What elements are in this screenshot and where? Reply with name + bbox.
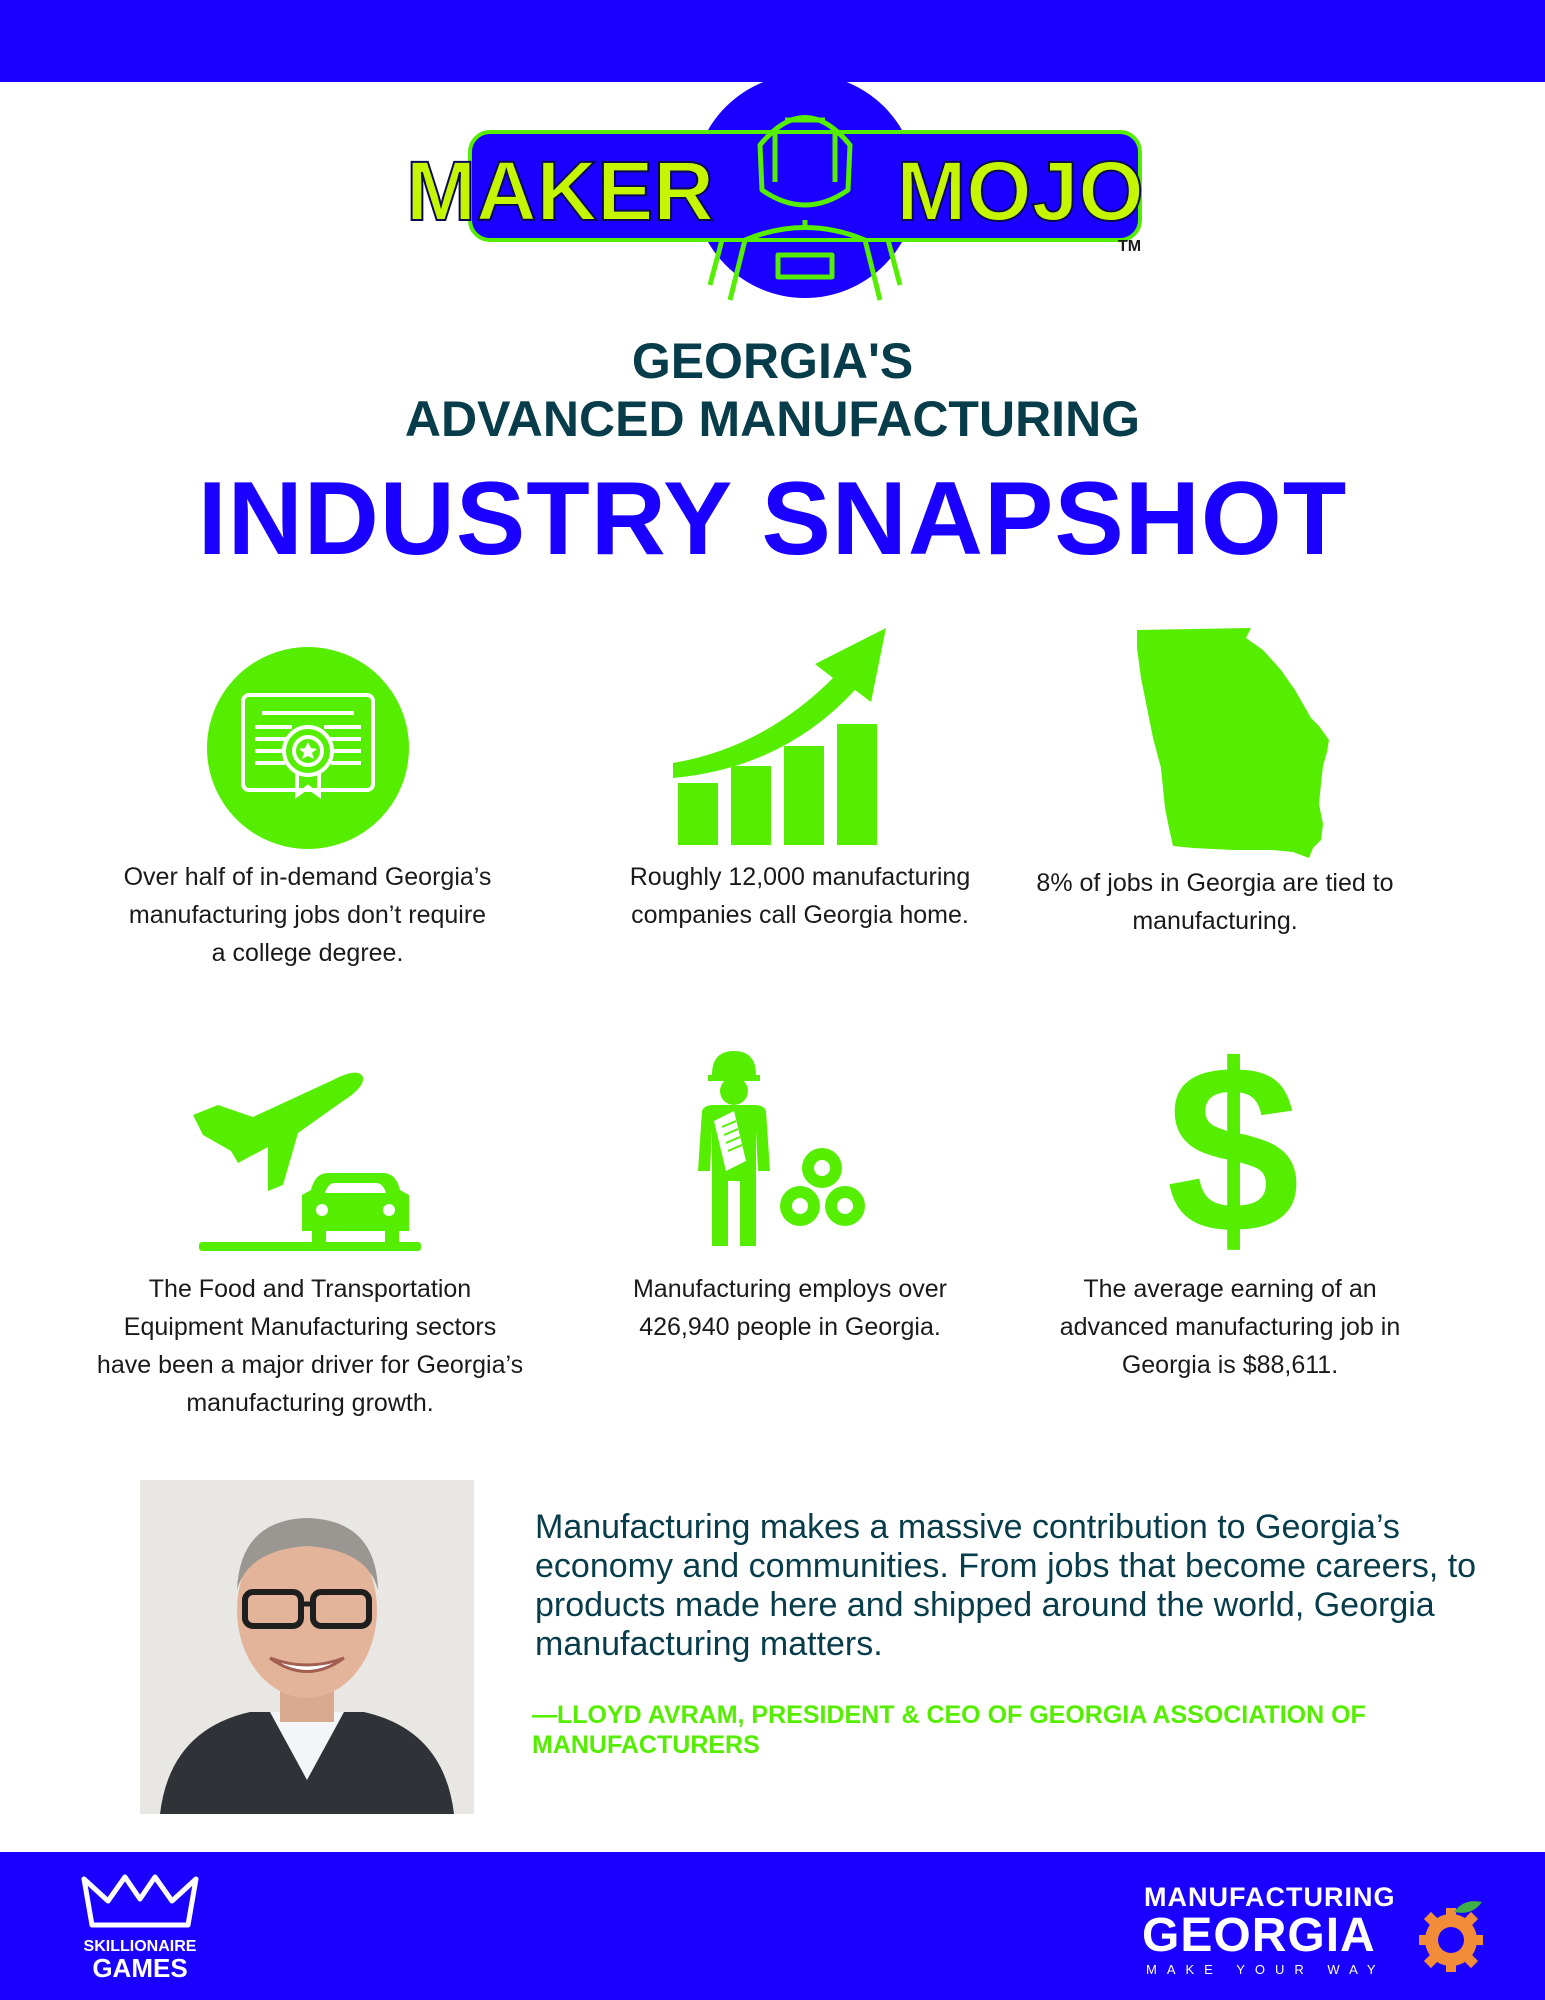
tagline: MAKE YOUR WAY — [1146, 1962, 1386, 1977]
logo-left-word: MAKER — [406, 144, 714, 238]
games-word: GAMES — [92, 1953, 188, 1983]
georgia-word: GEORGIA — [1142, 1909, 1376, 1962]
stat-text-2: Roughly 12,000 manufacturing companies call Georgia home. — [629, 863, 971, 929]
dollar-icon — [1158, 1015, 1308, 1283]
quote-attribution: —LLOYD AVRAM, PRESIDENT & CEO OF GEORGIA ASSOCIATION OF MANUFACTURERS — [532, 1701, 1366, 1759]
gear-peach-icon — [1412, 1898, 1490, 1976]
logo-trademark: TM — [1118, 238, 1142, 255]
manufacturing-word: MANUFACTURING — [1144, 1882, 1396, 1912]
worker-icon — [690, 1051, 880, 1246]
title-main: INDUSTRY SNAPSHOT — [197, 461, 1348, 577]
plane-car-icon — [183, 1055, 428, 1255]
logo-right-word: MOJO — [896, 144, 1144, 238]
georgia-map-icon — [1133, 628, 1333, 858]
stat-text-5: Manufacturing employs over 426,940 people in Georgia. — [632, 1275, 948, 1341]
stat-text-3: 8% of jobs in Georgia are tied to manufacturing. — [1036, 869, 1394, 935]
certificate-icon — [207, 647, 409, 849]
stat-text-6: The average earning of an advanced manufacturing job in Georgia is $88,611. — [1059, 1275, 1401, 1379]
stat-text-4: The Food and Transportation Equipment Manufacturing sectors have been a major driver for Georgia’s manufacturing growth. — [96, 1275, 524, 1417]
title-line-2: ADVANCED MANUFACTURING — [404, 391, 1141, 447]
quote-text: Manufacturing makes a massive contribution to Georgia’s economy and communities. From jobs that become careers, to products made here and shipped around the world, Georgia manufacturing matters. — [535, 1508, 1477, 1663]
growth-chart-icon — [673, 628, 888, 845]
title-line-1: GEORGIA'S — [631, 333, 914, 389]
maker-mojo-logo — [406, 70, 1150, 300]
skillionaire-games-logo — [80, 1873, 200, 1983]
avatar — [140, 1480, 474, 1814]
svg-text:$: $ — [1166, 1015, 1300, 1283]
stat-text-1: Over half of in-demand Georgia’s manufacturing jobs don’t require a college degree. — [123, 863, 492, 967]
skillionaire-word: SKILLIONAIRE — [83, 1938, 197, 1955]
